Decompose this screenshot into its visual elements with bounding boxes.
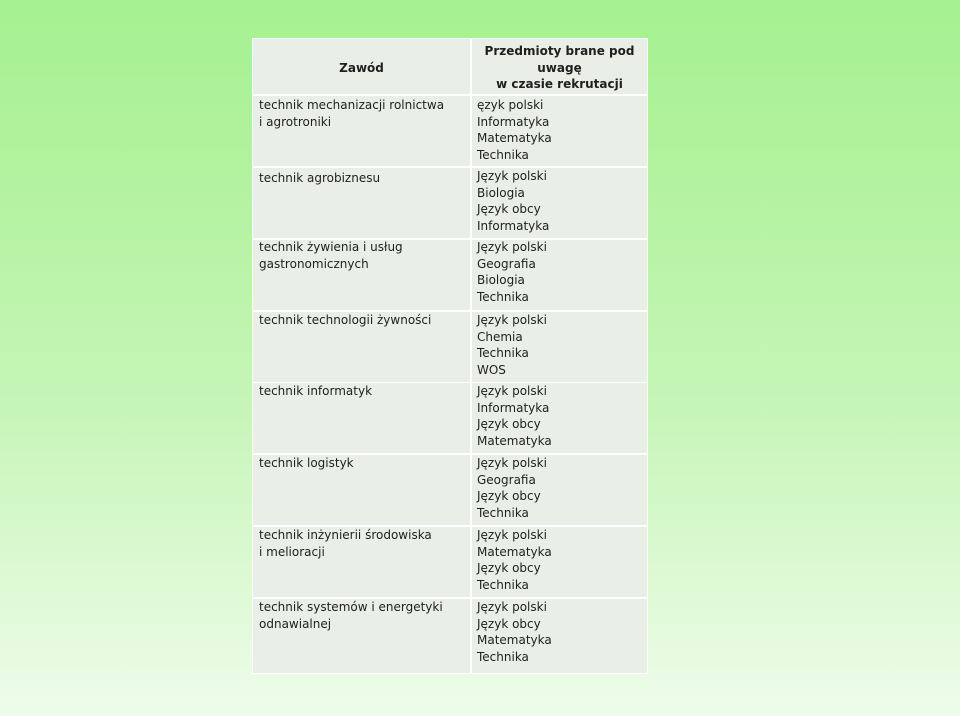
subject-list: Język polski Geografia Język obcy Technika [477, 456, 547, 520]
zawod-name: technik agrobiznesu [259, 171, 381, 185]
zawod-name: technik systemów i energetyki odnawialnej [259, 600, 443, 631]
table-row-zawod [253, 599, 470, 673]
subject-list: Język polski Język obcy Matematyka Technika [477, 600, 552, 664]
zawod-name: technik inżynierii środowiska i melioracji [259, 528, 432, 559]
table-row-zawod [253, 168, 470, 238]
subject-list: Język polski Matematyka Język obcy Technika [477, 528, 552, 592]
table-row-zawod [253, 527, 470, 597]
header-przedmioty-cell [472, 39, 647, 94]
subject-list: ęzyk polski Informatyka Matematyka Technika [477, 98, 552, 162]
table-row-zawod [253, 383, 470, 453]
table-row-przedmioty [472, 96, 647, 166]
table-row-przedmioty [472, 599, 647, 673]
table-row-przedmioty [472, 527, 647, 597]
zawod-name: technik żywienia i usług gastronomicznych [259, 240, 403, 271]
table-row-przedmioty [472, 312, 647, 382]
subject-list: Język polski Geografia Biologia Technika [477, 240, 547, 304]
recruitment-table [252, 38, 648, 674]
header-zawod-cell [253, 39, 470, 94]
table-row-przedmioty [472, 383, 647, 453]
header-zawod: Zawód [339, 61, 384, 75]
table-row-zawod [253, 96, 470, 166]
zawod-name: technik informatyk [259, 384, 373, 398]
table-row-przedmioty [472, 455, 647, 525]
subject-list: Język polski Informatyka Język obcy Matematyka [477, 384, 552, 448]
table-row-zawod [253, 240, 470, 310]
zawod-name: technik technologii żywności [259, 313, 432, 327]
table-row-przedmioty [472, 168, 647, 238]
zawod-name: technik mechanizacji rolnictwa i agrotroniki [259, 98, 445, 129]
table-row-przedmioty [472, 240, 647, 310]
zawod-name: technik logistyk [259, 456, 354, 470]
subject-list: Język polski Biologia Język obcy Informatyka [477, 169, 550, 233]
table-row-zawod [253, 312, 470, 382]
header-przedmioty: Przedmioty brane pod uwagę w czasie rekrutacji [484, 44, 635, 91]
table-row-zawod [253, 455, 470, 525]
subject-list: Język polski Chemia Technika WOS [477, 313, 547, 377]
